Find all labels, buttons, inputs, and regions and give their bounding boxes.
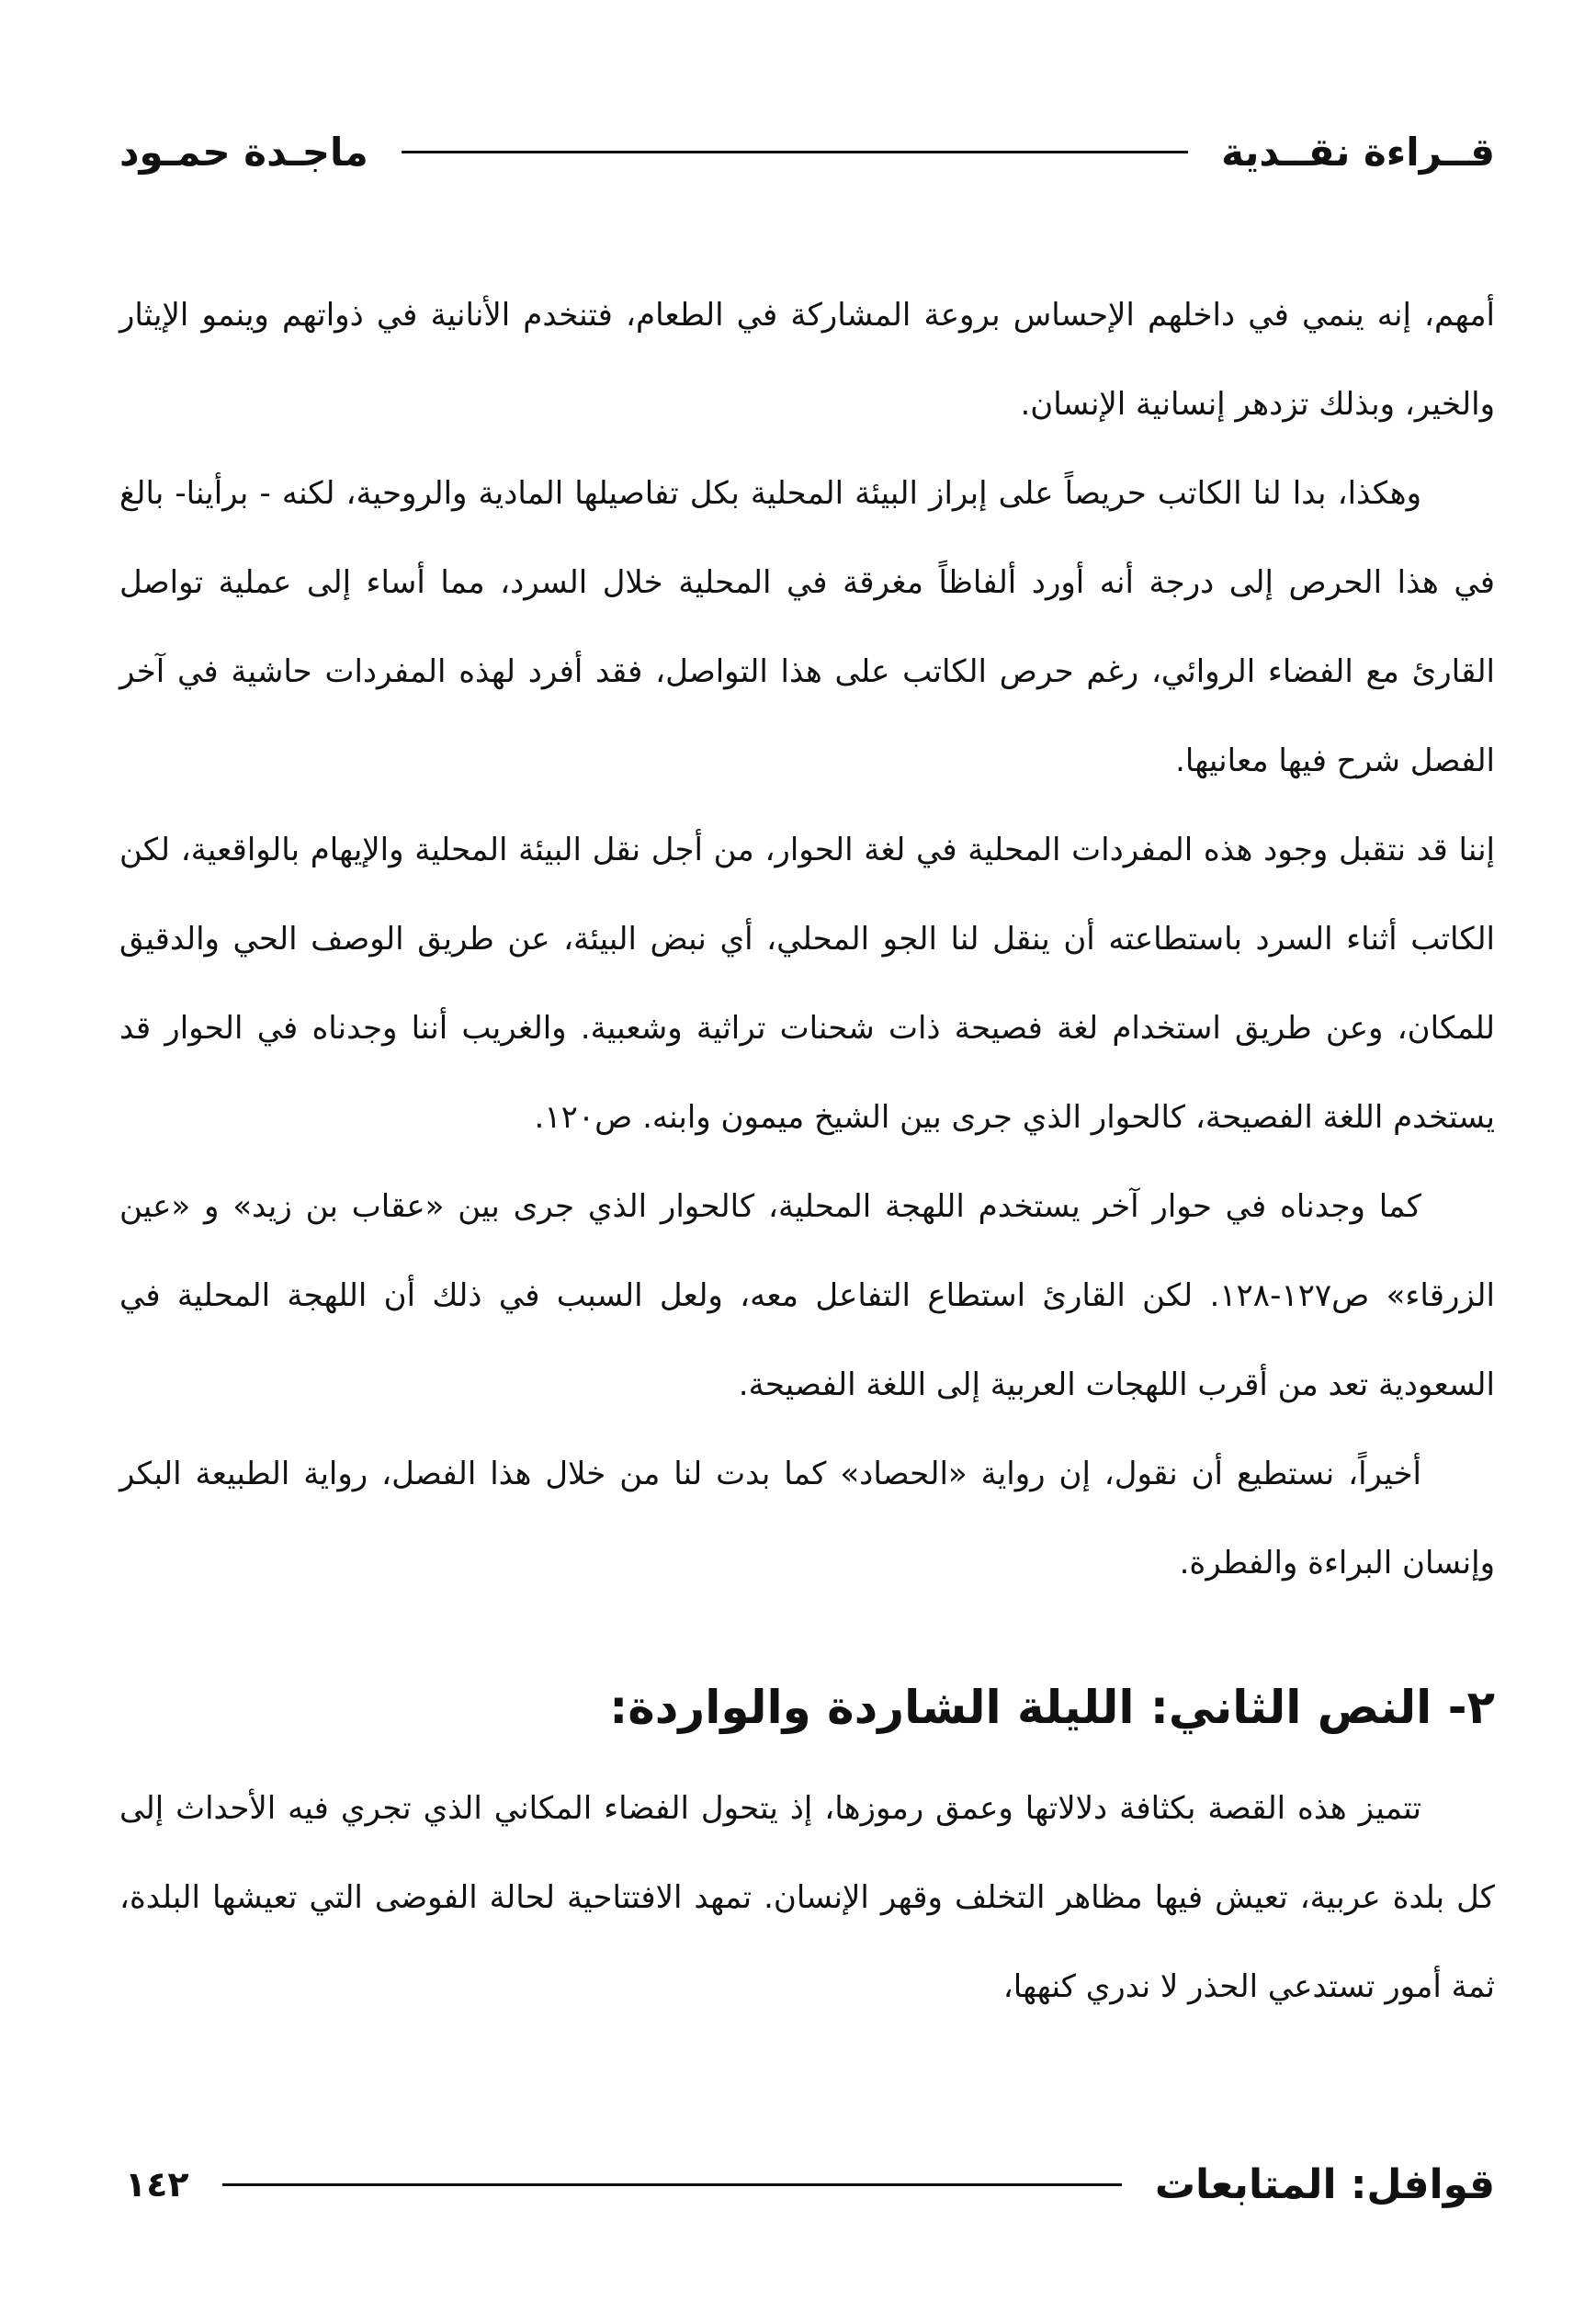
footer-journal-title: قوافل: المتابعات: [1154, 2160, 1495, 2208]
paragraph: إننا قد نتقبل وجود هذه المفردات المحلية في لغة الحوار، من أجل نقل البيئة المحلية والإيهام بالواقعية، لكن الكاتب أثناء السرد باستطاعته أن ينقل لنا الجو المحلي، أي نبض البيئة، عن طريق الوصف الحي والدقيق للمكان، وعن طريق استخدام لغة فصيحة ذات شحنات تراثية وشعبية. والغريب أننا وجدناه في الحوار قد يستخدم اللغة الفصيحة، كالحوار الذي جرى بين الشيخ ميمون وابنه. ص١٢٠.: [119, 832, 1495, 1136]
running-header: [119, 119, 1495, 184]
header-author: ماجـدة حمـود: [119, 129, 368, 175]
header-section-title: قــراءة نقــدية: [1221, 129, 1495, 175]
header-rule: [402, 151, 1188, 153]
paragraph: كما وجدناه في حوار آخر يستخدم اللهجة المحلية، كالحوار الذي جرى بين «عقاب بن زيد» و «عين الزرقاء» ص١٢٧-١٢٨. لكن القارئ استطاع التفاعل معه، ولعل السبب في ذلك أن اللهجة المحلية في السعودية تعد من أقرب اللهجات العربية إلى اللغة الفصيحة.: [119, 1188, 1495, 1403]
paragraph: تتميز هذه القصة بكثافة دلالاتها وعمق رموزها، إذ يتحول الفضاء المكاني الذي تجري فيه الأحداث إلى كل بلدة عربية، تعيش فيها مظاهر التخلف وقهر الإنسان. تمهد الافتتاحية لحالة الفوضى التي تعيشها البلدة، ثمة أمور تستدعي الحذر لا ندري كنهها،: [119, 1790, 1495, 2005]
section-heading: ٢- النص الثاني: الليلة الشاردة والواردة:: [609, 1681, 1495, 1734]
page-number: ١٤٢: [125, 2164, 189, 2205]
body-text: [119, 271, 1495, 2032]
footer-rule: [222, 2183, 1122, 2186]
paragraph: وهكذا، بدا لنا الكاتب حريصاً على إبراز البيئة المحلية بكل تفاصيلها المادية والروحية، لكنه - برأينا- بالغ في هذا الحرص إلى درجة أنه أورد ألفاظاً مغرقة في المحلية خلال السرد، مما أساء إلى عملية تواصل القارئ مع الفضاء الروائي، رغم حرص الكاتب على هذا التواصل، فقد أفرد لهذه المفردات حاشية في آخر الفصل شرح فيها معانيها.: [119, 475, 1495, 779]
paragraph: أخيراً، نستطيع أن نقول، إن رواية «الحصاد» كما بدت لنا من خلال هذا الفصل، رواية الطبيعة البكر وإنسان البراءة والفطرة.: [119, 1456, 1495, 1581]
paragraph: أمهم، إنه ينمي في داخلهم الإحساس بروعة المشاركة في الطعام، فتنخدم الأنانية في ذواتهم وينمو الإيثار والخير، وبذلك تزدهر إنسانية الإنسان.: [119, 297, 1495, 423]
running-footer: [119, 2152, 1495, 2216]
